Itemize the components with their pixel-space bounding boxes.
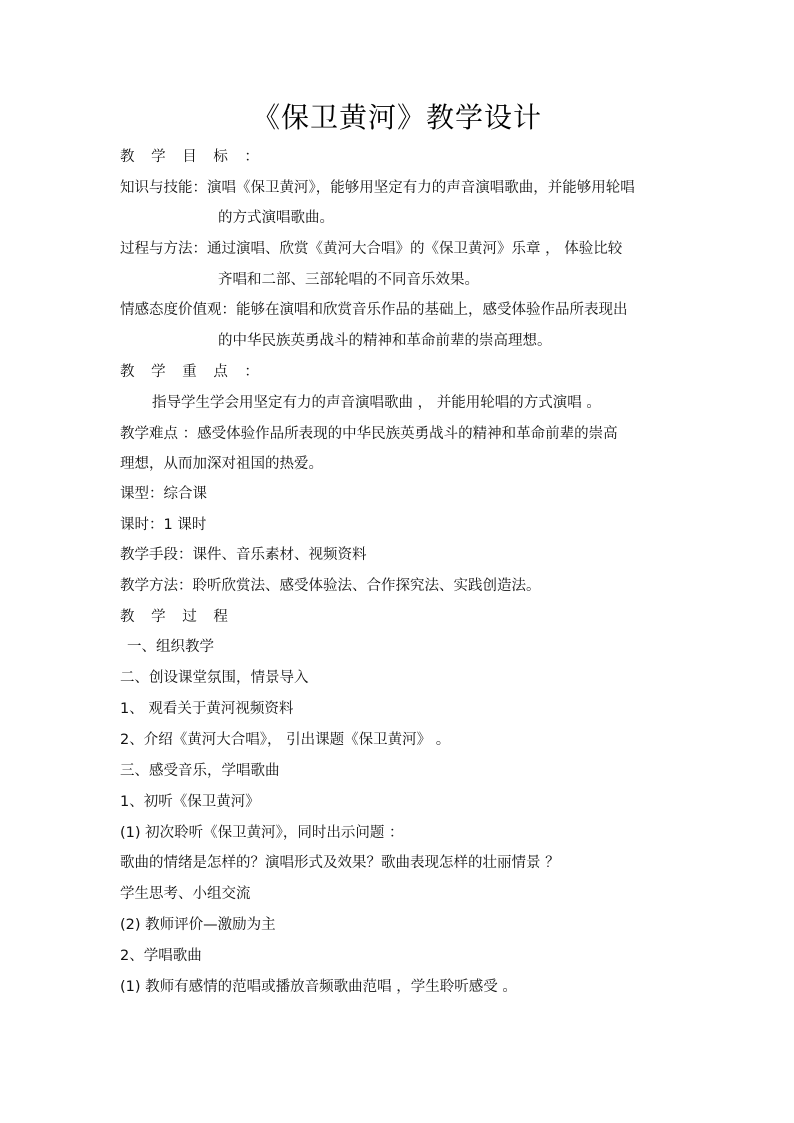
process-questions: 歌曲的情绪是怎样的？演唱形式及效果？歌曲表现怎样的壮丽情景 ？ [120, 855, 560, 871]
teaching-means: 教学手段：课件、音乐素材、视频资料 [120, 547, 367, 563]
process-step-2: 二、创设课堂氛围，情景导入 [120, 670, 309, 686]
objective-emotion-values: 情感态度价值观：能够在演唱和欣赏音乐作品的基础上，感受体验作品所表现出 [120, 302, 628, 318]
key-points-text: 指导学生学会用坚定有力的声音演唱歌曲 ， 并能用轮唱的方式演唱 。 [152, 395, 601, 411]
process-student-discussion: 学生思考、小组交流 [120, 886, 251, 902]
objective-emotion-values-cont: 的中华民族英勇战斗的精神和革命前辈的崇高理想。 [218, 333, 552, 349]
document-title: 《保卫黄河》教学设计 [251, 101, 542, 134]
process-step-3-2-a: (1) 教师有感情的范唱或播放音频歌曲范唱 ，学生聆听感受 。 [120, 979, 517, 995]
objective-process-method-cont: 齐唱和二部、三部轮唱的不同音乐效果。 [218, 272, 479, 288]
difficulty-text-cont: 理想，从而加深对祖国的热爱。 [120, 456, 323, 472]
objective-knowledge-skills: 知识与技能：演唱《保卫黄河》，能够用坚定有力的声音演唱歌曲，并能够用轮唱 [120, 180, 635, 196]
objective-knowledge-skills-cont: 的方式演唱歌曲。 [218, 210, 334, 226]
heading-teaching-process: 教 学 过 程 [120, 609, 234, 625]
heading-key-points: 教 学 重 点 ： [120, 364, 265, 380]
process-step-1: 一、组织教学 [127, 639, 214, 655]
process-step-3-1: 1、初听《保卫黄河》 [120, 794, 260, 810]
difficulty-text: 教学难点 ：感受体验作品所表现的中华民族英勇战斗的精神和革命前辈的崇高 [120, 426, 618, 442]
process-step-3: 三、感受音乐，学唱歌曲 [120, 763, 280, 779]
lesson-type: 课型：综合课 [120, 486, 207, 502]
heading-teaching-objectives: 教 学 目 标 ： [120, 149, 265, 165]
process-step-2-1: 1、 观看关于黄河视频资料 [120, 701, 294, 717]
process-step-3-2: 2、学唱歌曲 [120, 948, 202, 964]
lesson-hours: 课时：1 课时 [120, 517, 207, 533]
process-step-3-1-a: (1) 初次聆听《保卫黄河》，同时出示问题 ： [120, 825, 404, 841]
teaching-methods: 教学方法：聆听欣赏法、感受体验法、合作探究法、实践创造法。 [120, 578, 541, 594]
objective-process-method: 过程与方法：通过演唱、欣赏《黄河大合唱》的《保卫黄河》乐章 ， 体验比较 [120, 241, 623, 257]
process-step-2-2: 2、介绍《黄河大合唱》， 引出课题《保卫黄河》 。 [120, 732, 451, 748]
process-step-3-1-b: (2) 教师评价—激励为主 [120, 917, 276, 933]
